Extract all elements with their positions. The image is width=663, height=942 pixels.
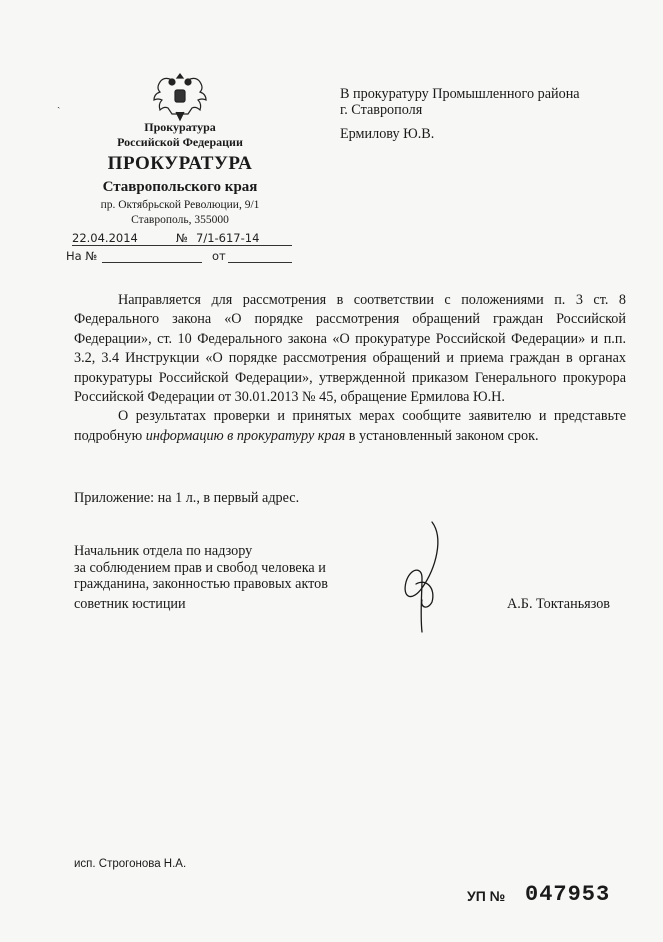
position-line-1: Начальник отдела по надзору xyxy=(74,543,253,559)
date-underline xyxy=(72,245,292,246)
outgoing-number-label: № xyxy=(176,231,188,245)
body-paragraph-2-start: О результатах проверки и принятых мерах сообщите заявителю и представьте подробную xyxy=(74,408,626,444)
org-line-1: Прокуратура xyxy=(144,120,216,134)
body-paragraph-2-end: в установленный законом срок. xyxy=(345,427,539,444)
executor-note: исп. Строгонова Н.А. xyxy=(74,858,187,870)
letterhead-address-1: пр. Октябрьской Революции, 9/1 xyxy=(100,199,260,211)
letterhead-address-2: Ставрополь, 355000 xyxy=(131,214,229,226)
margin-tick: ˎ xyxy=(57,98,61,109)
reply-underline xyxy=(102,262,202,263)
from-label: от xyxy=(212,249,226,263)
signer-name: А.Б. Токтаньязов xyxy=(507,596,611,612)
letter-body xyxy=(74,291,626,446)
body-paragraph-2-italic: информацию в прокуратуру края xyxy=(145,427,346,444)
attachment-line: Приложение: на 1 л., в первый адрес. xyxy=(74,490,300,506)
addressee-line-2: г. Ставрополя xyxy=(340,102,423,118)
org-line-2: Российской Федерации xyxy=(117,135,243,149)
handwritten-signature xyxy=(392,518,452,638)
up-label: УП № xyxy=(467,888,506,904)
from-underline xyxy=(228,262,292,263)
position-line-3: гражданина, законностью правовых актов xyxy=(74,576,328,592)
body-paragraph-2 xyxy=(74,407,626,446)
outgoing-number: 7/1-617-14 xyxy=(196,231,260,245)
reply-label: На № xyxy=(66,249,98,263)
signer-rank: советник юстиции xyxy=(74,596,186,612)
signature-position xyxy=(74,543,328,593)
outgoing-date: 22.04.2014 xyxy=(72,231,138,245)
letterhead-region: Ставропольского края xyxy=(102,179,258,195)
body-paragraph-1: Направляется для рассмотрения в соответствии с положениями п. 3 ст. 8 Федерального закона «О порядке рассмотрения обращений граждан Российской Федерации», ст. 10 Федерального закона «О прокуратуре Российской Федерации» и п.п. 3.2, 3.4 Инструкции «О порядке рассмотрения обращений и приема граждан в органах прокуратуры Российской Федерации», утвержденной приказом Генерального прокурора Российской Федерации от 30.01.2013 № 45, обращение Ермилова Ю.Н. xyxy=(74,292,626,406)
position-line-2: за соблюдением прав и свобод человека и xyxy=(74,559,326,576)
addressee-line-1: В прокуратуру Промышленного района xyxy=(340,86,580,102)
letterhead-title: ПРОКУРАТУРА xyxy=(107,153,253,174)
up-number: 047953 xyxy=(525,882,611,907)
eagle-emblem-icon xyxy=(150,70,210,122)
addressee-line-3: Ермилову Ю.В. xyxy=(340,126,435,142)
